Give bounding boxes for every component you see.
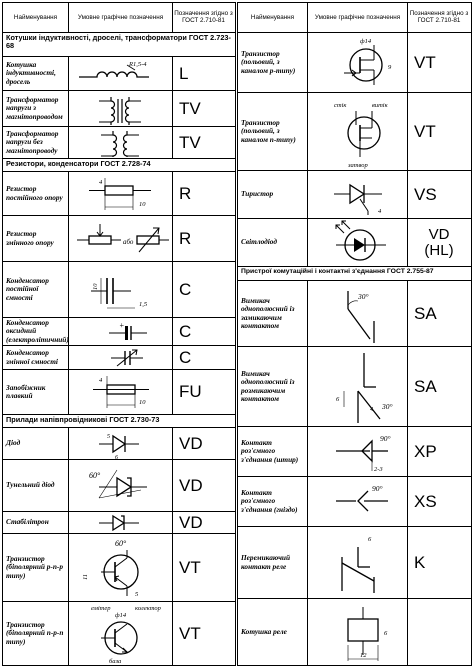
row-code: TV [179,98,201,118]
symbol-capacitor [69,262,173,317]
symbol-pnp-transistor [69,534,173,601]
symbol-relay-contact [308,527,408,598]
table-row [3,428,235,460]
dim-label: R1,5-4 [129,61,147,68]
symbol-led [308,219,408,266]
symbol-relay-coil [308,599,408,665]
row-code: XS [414,491,437,511]
row-name: Тиристор [238,171,308,218]
row-name: Резистор постійного опору [3,172,69,215]
row-name: Трансформатор напруги без магнітопроводу [3,127,69,158]
row-code: K [414,552,426,572]
symbol-transformer [69,127,173,158]
symbol-transformer-core [69,91,173,126]
dim-label: 6 [368,536,372,543]
row-code: C [179,279,192,299]
left-table [2,2,236,666]
row-code: R [179,228,192,248]
table-row [3,172,235,216]
dim-label: 90° [372,484,383,493]
dim-label: стік [334,102,347,109]
table-row [238,33,471,93]
symbol-npn-transistor [69,602,173,665]
dim-label: емітер [91,605,111,612]
dim-label: 12 [360,652,367,659]
symbol-variable-capacitor [69,346,173,369]
table-row [3,370,235,415]
row-code: R [179,183,192,203]
table-row [3,57,235,91]
dim-label: 60° [115,539,127,548]
symbol-inductor [69,57,173,90]
dim-label: 60° [89,471,101,480]
header-code: Позначення згідно з ГОСТ 2.710-81 [174,10,233,24]
section-switching: Пристрої комутаційні і контактні з'єднання ГОСТ 2.755-87 [238,267,471,281]
symbol-tunnel-diode [69,460,173,511]
table-row [238,527,471,599]
symbol-resistor [69,172,173,215]
table-row [3,512,235,534]
header-code: Позначення згідно з ГОСТ 2.710-81 [409,10,469,24]
dim-label: 6 [336,396,340,403]
row-name: Перемикаючий контакт реле [238,527,308,598]
row-code: VD [179,433,203,453]
table-row [238,219,471,267]
dim-label: 4 [378,208,382,215]
table-row [3,318,235,346]
header-symbol: Умовне графічне позначення [69,3,173,33]
row-name: Транзистор (польовий, з каналом р-типу) [238,33,308,92]
row-code: VT [179,623,201,643]
dim-label: 10 [139,399,146,406]
table-row [238,171,471,219]
row-code [408,599,470,665]
dim-label: 90° [380,434,391,443]
symbol-electrolytic-capacitor [69,318,173,345]
row-code: SA [414,303,437,323]
header-name: Найменування [238,3,308,33]
symbol-fet-p [308,33,408,92]
right-table [237,2,472,666]
table-row [3,127,235,159]
table-row [238,281,471,347]
dim-label: 1,5 [139,301,148,308]
row-name: Транзистор (біполярний р-п-р типу) [3,534,69,601]
table-row [238,93,471,171]
row-name: Вимикач однополюсний із замикаючим контактом [238,281,308,346]
row-name: Конденсатор оксидний (електролітичний) [3,318,69,345]
row-code: VD [179,475,203,495]
section-resistors: Резистори, конденсатори ГОСТ 2.728-74 [3,159,235,172]
dim-label: 9 [388,64,392,71]
header-symbol: Умовне графічне позначення [308,3,408,33]
dim-label: 10 [139,201,146,208]
dim-label: 10 [92,283,99,290]
symbol-socket [308,477,408,526]
row-code: FU [179,382,202,401]
row-code: VT [179,557,201,577]
row-code: C [179,347,192,367]
dim-label: 30° [382,402,393,411]
row-code: C [179,321,192,341]
row-name: Тунельний діод [3,460,69,511]
row-name: Резистор змінного опору [3,216,69,261]
row-code: TV [179,132,201,152]
row-name: Контакт роз'ємного з'єднання (штир) [238,427,308,476]
row-code [408,219,470,266]
symbol-variable-resistor [69,216,173,261]
dim-label: ф14 [115,612,127,619]
table-row [3,534,235,602]
dim-label: 4 [99,179,103,186]
dim-label: 4 [99,377,103,384]
dim-label: 2-3 [374,466,383,473]
or-label: або [123,238,134,246]
row-name: Трансформатор напруги з магнітопроводом [3,91,69,126]
row-name: Запобіжник плавкий [3,370,69,414]
dim-label: база [109,658,122,665]
row-code: SA [414,376,437,396]
symbol-thyristor [308,171,408,218]
row-name: Транзистор (біполярний п-р-п типу) [3,602,69,665]
symbol-switch-no [308,281,408,346]
row-code: VT [414,121,436,141]
dim-label: 6 [115,455,118,461]
row-name: Конденсатор постійної ємності [3,262,69,317]
dim-label: ф14 [360,38,372,45]
table-row [3,460,235,512]
dim-label: затвор [348,162,368,169]
section-semiconductors: Прилади напівпровідникові ГОСТ 2.730-73 [3,415,235,428]
dim-label: 5 [107,434,110,440]
symbol-diode [69,428,173,459]
table-row [238,347,471,427]
symbol-fuse [69,370,173,414]
row-name: Котушка реле [238,599,308,665]
symbol-switch-nc [308,347,408,426]
dim-label: 5 [135,591,139,598]
row-name: Вимикач однополюсний із розмикаючим контактом [238,347,308,426]
row-name: Котушка індуктивності, дросель [3,57,69,90]
dim-label: витік [372,102,388,109]
symbol-zener-diode [69,512,173,533]
left-header [3,3,235,33]
dim-label: 11 [82,573,89,580]
row-name: Транзистор (польовий, з каналом п-типу) [238,93,308,170]
dim-label: 30° [358,292,369,301]
code-main: VD [428,225,450,243]
row-code: VT [414,52,436,72]
row-name: Діод [3,428,69,459]
table-row [3,262,235,318]
symbol-fet-n [308,93,408,170]
row-name: Стабілітрон [3,512,69,533]
row-code: L [179,63,189,83]
table-row [238,599,471,665]
header-name: Найменування [3,3,69,33]
table-row [3,91,235,127]
symbol-plug-pin [308,427,408,476]
table-row [3,602,235,665]
row-code: XP [414,441,437,461]
row-code: VS [414,184,437,204]
table-row [238,427,471,477]
row-name: Світлодіод [238,219,308,266]
dim-label: колектор [135,605,161,612]
code-extra: (HL) [424,241,454,259]
svg-text:+: + [119,321,125,330]
row-name: Конденсатор змінної ємності [3,346,69,369]
section-inductors: Котушки індуктивності, дроселі, трансформатори ГОСТ 2.723-68 [3,33,235,57]
row-code: VD [179,512,203,532]
table-row [238,477,471,527]
right-header [238,3,471,33]
row-name: Контакт роз'ємного з'єднання (гніздо) [238,477,308,526]
table-row [3,216,235,262]
table-row [3,346,235,370]
dim-label: 6 [384,630,388,637]
dim-label: 4 [370,406,374,413]
